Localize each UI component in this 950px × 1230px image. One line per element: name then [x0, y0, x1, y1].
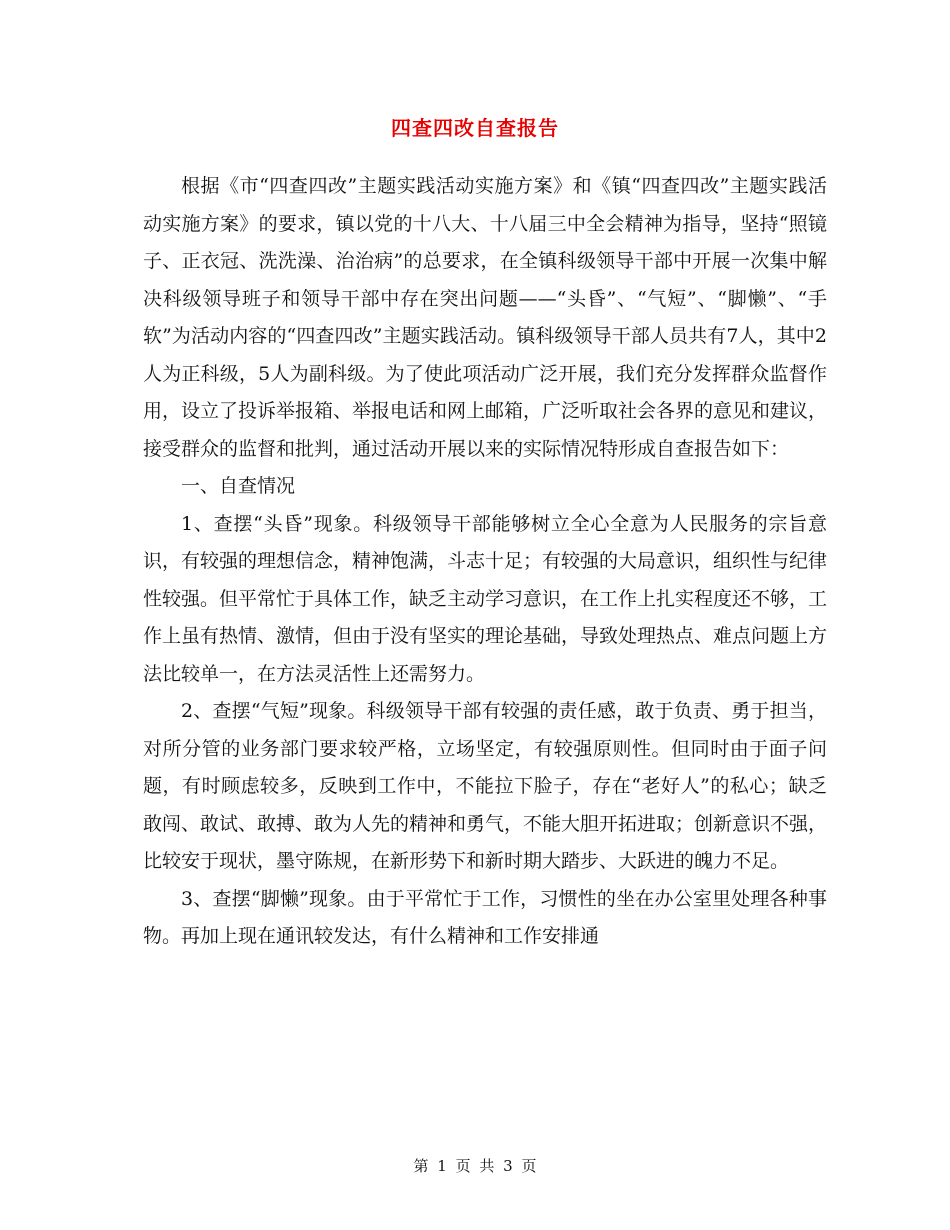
paragraph-intro: 根据《市“四查四改”主题实践活动实施方案》和《镇“四查四改”主题实践活动实施方案》的要求，镇以党的十八大、十八届三中全会精神为指导，坚持“照镜子、正衣冠、洗洗澡、治治病”的总要求，在全镇科级领导干部中开展一次集中解决科级领导班子和领导干部中存在突出问题——“头昏”、“气短”、“脚懒”、“手软”为活动内容的“四查四改”主题实践活动。镇科级领导干部人员共有7人，其中2人为正科级，5人为副科级。为了使此项活动广泛开展，我们充分发挥群众监督作用，设立了投诉举报箱、举报电话和网上邮箱，广泛听取社会各界的意见和建议，接受群众的监督和批判，通过活动开展以来的实际情况特形成自查报告如下：	[143, 175, 828, 460]
paragraph-item-3: 3、查摆“脚懒”现象。由于平常忙于工作，习惯性的坐在办公室里处理各种事物。再加上现在通讯较发达，有什么精神和工作安排通	[143, 887, 827, 947]
section-heading-self-check: 一、自查情况	[181, 475, 296, 497]
page-number-footer: 第 1 页 共 3 页	[413, 1157, 537, 1175]
document-title: 四查四改自查报告	[391, 116, 559, 140]
paragraph-item-1: 1、查摆“头昏”现象。科级领导干部能够树立全心全意为人民服务的宗旨意识，有较强的理想信念，精神饱满，斗志十足；有较强的大局意识，组织性与纪律性较强。但平常忙于具体工作，缺乏主动学习意识，在工作上扎实程度还不够，工作上虽有热情、激情，但由于没有坚实的理论基础，导致处理热点、难点问题上方法比较单一，在方法灵活性上还需努力。	[143, 512, 828, 685]
document-body	[143, 168, 827, 956]
paragraph-item-2: 2、查摆“气短”现象。科级领导干部有较强的责任感，敢于负责、勇于担当，对所分管的业务部门要求较严格，立场坚定，有较强原则性。但同时由于面子问题，有时顾虑较多，反映到工作中，不能拉下脸子，存在“老好人”的私心；缺乏敢闯、敢试、敢搏、敢为人先的精神和勇气，不能大胆开拓进取；创新意识不强，比较安于现状，墨守陈规，在新形势下和新时期大踏步、大跃进的魄力不足。	[143, 700, 828, 872]
